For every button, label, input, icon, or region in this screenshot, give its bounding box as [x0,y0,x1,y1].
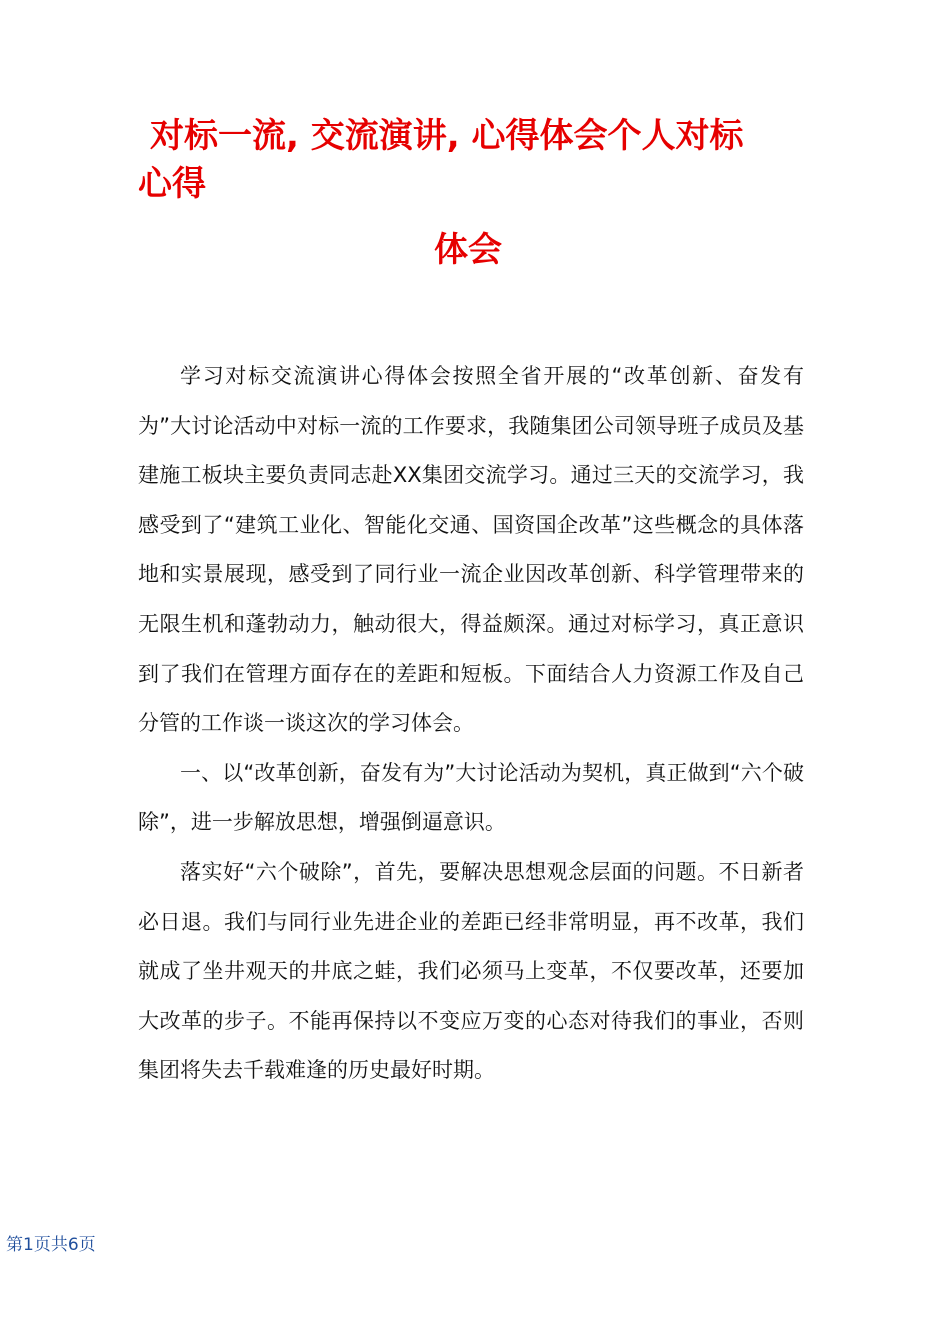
paragraph-content: 落实好“六个破除”，首先，要解决思想观念层面的问题。不日新者必日退。我们与同行业先进企业的差距已经非常明显，再不改革，我们就成了坐井观天的井底之蛙，我们必须马上变革，不仅要改革，还要加大改革的步子。不能再保持以不变应万变的心态对待我们的事业，否则集团将失去千载难逢的历史最好时期。 [138,859,804,1083]
document-body [138,352,804,1096]
paragraph-intro: 学习对标交流演讲心得体会按照全省开展的“改革创新、奋发有为”大讨论活动中对标一流的工作要求，我随集团公司领导班子成员及基建施工板块主要负责同志赴XX集团交流学习。通过三天的交流学习，我感受到了“建筑工业化、智能化交通、国资国企改革”这些概念的具体落地和实景展现，感受到了同行业一流企业因改革创新、科学管理带来的无限生机和蓬勃动力，触动很大，得益颇深。通过对标学习，真正意识到了我们在管理方面存在的差距和短板。下面结合人力资源工作及自己分管的工作谈一谈这次的学习体会。 [138,364,804,736]
page-number-indicator: 第1页共6页 [6,1235,96,1255]
title-line-2: 心得 [138,164,206,204]
document-title [138,112,818,208]
paragraph-section-heading: 一、以“改革创新，奋发有为”大讨论活动为契机，真正做到“六个破除”，进一步解放思想，增强倒逼意识。 [138,760,804,835]
title-line-3: 体会 [434,230,502,270]
title-line-1: 对标一流, 交流演讲, 心得体会个人对标 [150,116,744,156]
